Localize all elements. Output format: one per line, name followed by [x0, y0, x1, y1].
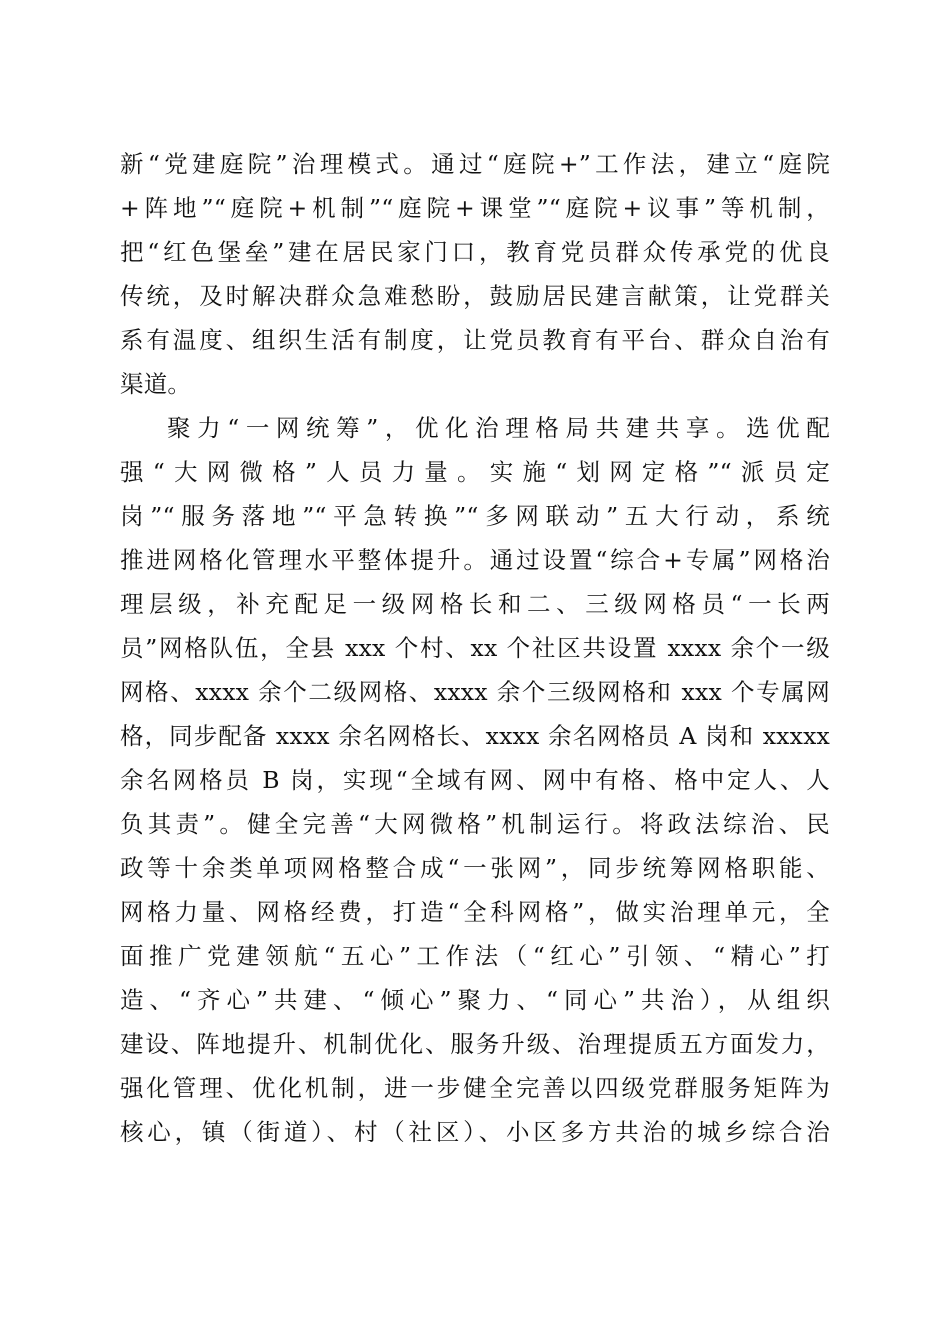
text-line: 推进网格化管理水平整体提升。通过设置“综合+专属”网格治 — [120, 546, 830, 574]
text-line: 核心，镇（街道）、村（社区）、小区多方共治的城乡综合治 — [120, 1118, 830, 1146]
text-line: 渠道。 — [120, 370, 192, 398]
paragraph-2 — [120, 406, 830, 1154]
paragraph-1 — [120, 142, 830, 406]
document-body — [120, 142, 830, 1154]
text-line: 余名网格员 B 岗，实现“全域有网、网中有格、格中定人、人 — [120, 766, 830, 794]
text-line: 岗”“服务落地”“平急转换”“多网联动”五大行动，系统 — [120, 502, 830, 530]
text-line: 系有温度、组织生活有制度，让党员教育有平台、群众自治有 — [120, 326, 830, 354]
text-line: 新“党建庭院”治理模式。通过“庭院+”工作法，建立“庭院 — [120, 150, 830, 178]
text-line: 强“大网微格”人员力量。实施“划网定格”“派员定 — [120, 458, 830, 486]
text-line: 造、“齐心”共建、“倾心”聚力、“同心”共治），从组织 — [120, 986, 830, 1014]
text-line: 理层级，补充配足一级网格长和二、三级网格员“一长两 — [120, 590, 830, 618]
text-line: 面推广党建领航“五心”工作法（“红心”引领、“精心”打 — [120, 942, 830, 970]
text-line: 传统，及时解决群众急难愁盼，鼓励居民建言献策，让党群关 — [120, 282, 830, 310]
text-line: 强化管理、优化机制，进一步健全完善以四级党群服务矩阵为 — [120, 1074, 830, 1102]
text-line: 格，同步配备 xxxx 余名网格长、xxxx 余名网格员 A 岗和 xxxxx — [120, 722, 830, 750]
text-line: 聚力“一网统筹”，优化治理格局共建共享。选优配 — [167, 414, 830, 442]
text-line: 员”网格队伍，全县 xxx 个村、xx 个社区共设置 xxxx 余个一级 — [120, 634, 830, 662]
text-line: 网格、xxxx 余个二级网格、xxxx 余个三级网格和 xxx 个专属网 — [120, 678, 830, 706]
text-line: +阵地”“庭院+机制”“庭院+课堂”“庭院+议事”等机制， — [120, 194, 830, 222]
text-line: 建设、阵地提升、机制优化、服务升级、治理提质五方面发力， — [120, 1030, 830, 1058]
text-line: 把“红色堡垒”建在居民家门口，教育党员群众传承党的优良 — [120, 238, 830, 266]
text-line: 政等十余类单项网格整合成“一张网”，同步统筹网格职能、 — [120, 854, 830, 882]
text-line: 负其责”。健全完善“大网微格”机制运行。将政法综治、民 — [120, 810, 830, 838]
text-line: 网格力量、网格经费，打造“全科网格”，做实治理单元，全 — [120, 898, 830, 926]
